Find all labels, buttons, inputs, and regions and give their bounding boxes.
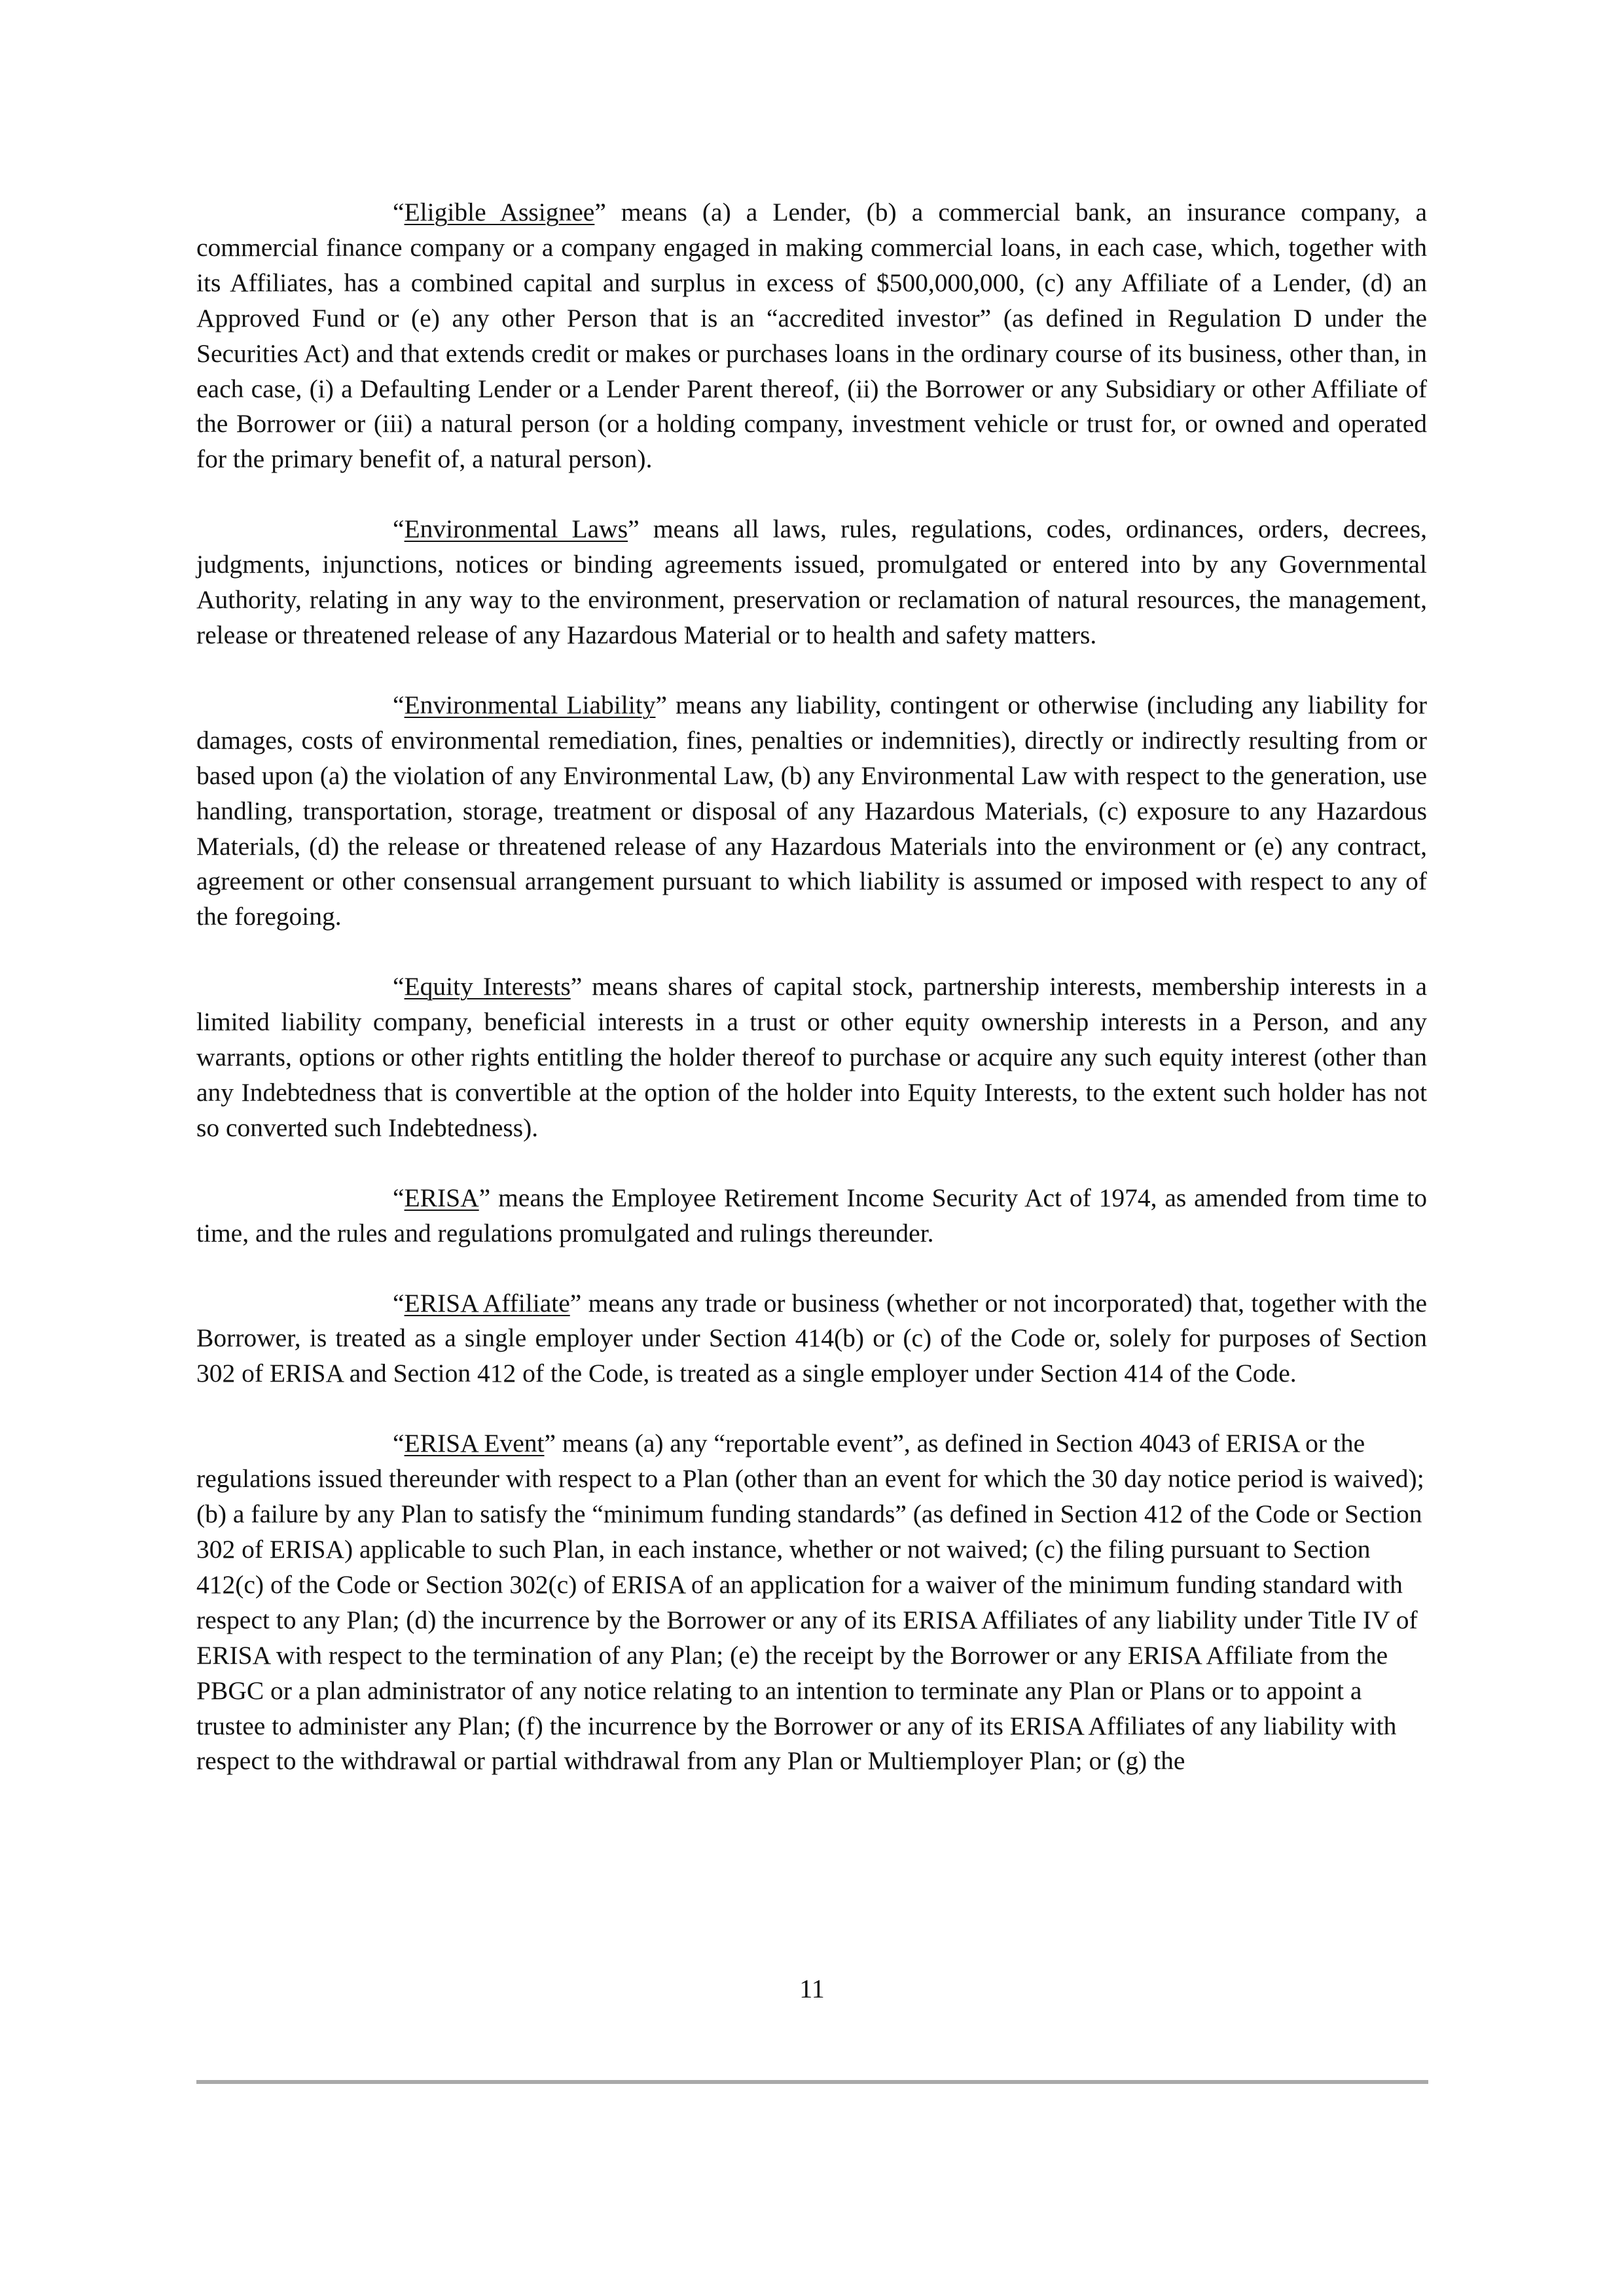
open-quote: “ [393,972,405,1001]
open-quote: “ [393,1429,405,1458]
definition-environmental-liability [196,688,1427,935]
open-quote: “ [393,690,405,719]
open-quote: “ [393,1183,405,1212]
defined-term: Environmental Laws [404,514,628,544]
footer-divider [196,2080,1428,2084]
definition-erisa [196,1181,1427,1251]
document-body [196,195,1427,1779]
open-quote: “ [393,514,405,544]
definition-environmental-laws [196,512,1427,653]
page-number: 11 [799,1974,825,2003]
definition-text: ” means (a) any “reportable event”, as defined in Section 4043 of ERISA or the regulations issued thereunder with respect to a Plan (other than an event for which the 30 day notice period is waived); (b) a failure by any Plan to satisfy the “minimum funding standards” (as defined in Section 412 of the Code or Section 302 of ERISA) applicable to such Plan, in each instance, whether or not waived; (c) the filing pursuant to Section 412(c) of the Code or Section 302(c) of ERISA of an application for a waiver of the minimum funding standard with respect to any Plan; (d) the incurrence by the Borrower or any of its ERISA Affiliates of any liability under Title IV of ERISA with respect to the termination of any Plan; (e) the receipt by the Borrower or any ERISA Affiliate from the PBGC or a plan administrator of any notice relating to an intention to terminate any Plan or Plans or to appoint a trustee to administer any Plan; (f) the incurrence by the Borrower or any of its ERISA Affiliates of any liability with respect to the withdrawal or partial withdrawal from any Plan or Multiemployer Plan; or (g) the [196,1429,1424,1776]
definition-text: ” means any trade or business (whether or not incorporated) that, together with the Borrower, is treated as a single employer under Section 414(b) or (c) of the Code or, solely for purposes of Section 302 of ERISA and Section 412 of the Code, is treated as a single employer under Section 414 of the Code. [196,1288,1427,1388]
defined-term: Eligible Assignee [404,198,595,226]
defined-term: ERISA Event [404,1429,545,1458]
definition-text: ” means (a) a Lender, (b) a commercial bank, an insurance company, a commercial finance company or a company engaged in making commercial loans, in each case, which, together with its Affiliates, has a combined capital and surplus in excess of $500,000,000, (c) any Affiliate of a Lender, (d) an Approved Fund or (e) any other Person that is an “accredited investor” (as defined in Regulation D under the Securities Act) and that extends credit or makes or purchases loans in the ordinary course of its business, other than, in each case, (i) a Defaulting Lender or a Lender Parent thereof, (ii) the Borrower or any Subsidiary or other Affiliate of the Borrower or (iii) a natural person (or a holding company, investment vehicle or trust for, or owned and operated for the primary benefit of, a natural person). [196,198,1428,474]
definition-equity-interests [196,969,1427,1146]
definition-erisa-event [196,1426,1427,1779]
defined-term: Environmental Liability [404,690,656,719]
definition-text: ” means all laws, rules, regulations, codes, ordinances, orders, decrees, judgments, injunctions, notices or binding agreements issued, promulgated or entered into by any Governmental Authority, relating in any way to the environment, preservation or reclamation of natural resources, the management, release or threatened release of any Hazardous Material or to health and safety matters. [196,514,1427,649]
defined-term: ERISA [404,1183,479,1212]
open-quote: “ [393,198,405,226]
definition-eligible-assignee [196,195,1427,477]
definition-text: ” means shares of capital stock, partnership interests, membership interests in a limited liability company, beneficial interests in a trust or other equity ownership interests in a Person, and any warrants, options or other rights entitling the holder thereof to purchase or acquire any such equity interest (other than any Indebtedness that is convertible at the option of the holder into Equity Interests, to the extent such holder has not so converted such Indebtedness). [196,972,1427,1142]
definition-text: ” means any liability, contingent or otherwise (including any liability for damages, costs of environmental remediation, fines, penalties or indemnities), directly or indirectly resulting from or based upon (a) the violation of any Environmental Law, (b) any Environmental Law with respect to the generation, use handling, transportation, storage, treatment or disposal of any Hazardous Materials, (c) exposure to any Hazardous Materials, (d) the release or threatened release of any Hazardous Materials into the environment or (e) any contract, agreement or other consensual arrangement pursuant to which liability is assumed or imposed with respect to any of the foregoing. [196,690,1427,931]
definition-text: ” means the Employee Retirement Income Security Act of 1974, as amended from time to time, and the rules and regulations promulgated and rulings thereunder. [196,1183,1427,1247]
defined-term: Equity Interests [404,972,571,1001]
defined-term: ERISA Affiliate [404,1288,570,1318]
open-quote: “ [393,1288,405,1318]
definition-erisa-affiliate [196,1286,1427,1392]
